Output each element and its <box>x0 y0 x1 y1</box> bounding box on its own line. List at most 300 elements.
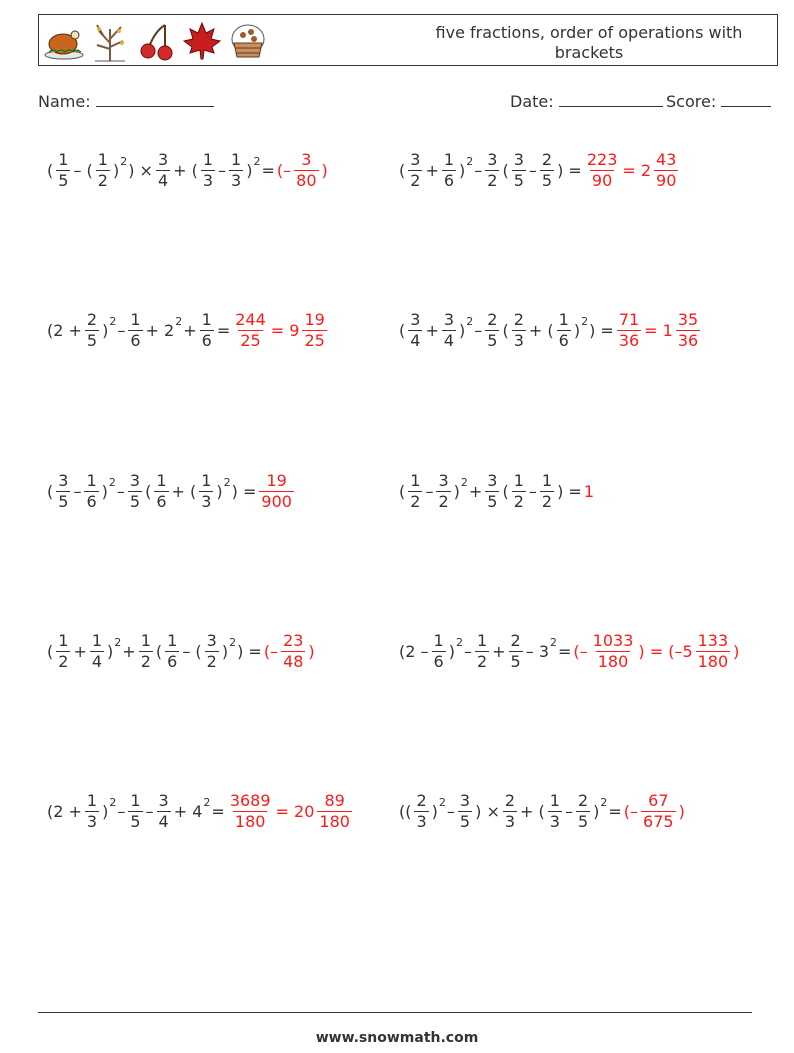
footer-divider <box>38 1012 752 1013</box>
problem-2 <box>398 140 680 200</box>
fraction <box>512 471 526 512</box>
operator-text: ) <box>573 320 581 340</box>
denominator: 80 <box>296 170 317 190</box>
exponent: 2 <box>109 314 117 328</box>
fraction <box>408 150 422 191</box>
operator-text: = <box>608 801 622 821</box>
numerator: 2 <box>513 309 524 329</box>
fraction <box>540 150 554 191</box>
denominator: 2 <box>476 651 488 671</box>
numerator: 35 <box>677 309 699 329</box>
answer-fraction <box>696 631 731 672</box>
denominator: 36 <box>677 330 699 350</box>
answer-operator-text: ) <box>733 641 740 661</box>
score-field[interactable] <box>666 92 771 111</box>
answer-operator-text: (– <box>276 160 292 180</box>
numerator: 1033 <box>592 630 634 650</box>
denominator: 25 <box>240 330 261 350</box>
numerator: 3 <box>158 790 169 810</box>
answer-fraction <box>281 631 305 672</box>
numerator: 2 <box>487 309 498 329</box>
numerator: 2 <box>577 790 589 810</box>
exponent: 2 <box>120 154 128 168</box>
exponent: 2 <box>460 475 468 489</box>
operator-text: ) <box>216 481 223 501</box>
numerator: 1 <box>433 630 444 650</box>
operator-text: ) <box>453 481 460 501</box>
operator-text: = <box>211 801 225 821</box>
fraction <box>96 150 110 191</box>
denominator: 3 <box>513 330 524 350</box>
date-blank[interactable] <box>559 92 663 107</box>
denominator: 5 <box>487 491 498 511</box>
answer-operator-text: ) = (–5 <box>638 641 693 661</box>
numerator: 23 <box>283 630 304 650</box>
name-blank[interactable] <box>96 92 214 107</box>
operator-text: = <box>261 160 275 180</box>
operator-text: + <box>425 320 439 340</box>
operator-text: – <box>145 801 154 821</box>
operator-text: ) <box>112 160 120 180</box>
fraction <box>540 471 554 512</box>
operator-text: ) = <box>557 481 582 501</box>
answer-fraction <box>585 150 620 191</box>
maple-leaf-icon <box>181 19 223 63</box>
numerator: 133 <box>697 630 729 650</box>
numerator: 1 <box>231 149 242 169</box>
denominator: 2 <box>438 491 449 511</box>
exponent: 2 <box>581 314 589 328</box>
score-blank[interactable] <box>721 92 771 107</box>
fraction <box>90 631 104 672</box>
problem-6 <box>398 461 595 521</box>
exponent: 2 <box>114 635 122 649</box>
operator-text: – <box>116 481 125 501</box>
fraction <box>128 471 142 512</box>
denominator: 3 <box>416 811 427 831</box>
numerator: 1 <box>58 630 69 650</box>
operator-text: – <box>117 801 126 821</box>
numerator: 1 <box>130 790 141 810</box>
operator-text: + 2 <box>145 320 175 340</box>
answer-operator-text: (– <box>573 641 588 661</box>
numerator: 1 <box>58 149 69 169</box>
numerator: 1 <box>156 470 167 490</box>
operator-text: – <box>564 801 573 821</box>
answer-fraction <box>259 471 294 512</box>
roast-turkey-icon <box>43 19 85 63</box>
numerator: 3 <box>301 149 312 169</box>
denominator: 180 <box>319 811 350 831</box>
denominator: 2 <box>58 651 69 671</box>
fraction <box>199 471 213 512</box>
denominator: 5 <box>86 330 98 350</box>
operator-text: ) <box>246 160 253 180</box>
operator-text: ) <box>448 641 455 661</box>
answer-operator-text: ) <box>678 801 685 821</box>
operator-text: + <box>122 641 136 661</box>
operator-text: + ( <box>173 160 198 180</box>
fraction <box>475 631 489 672</box>
operator-text: – <box>528 160 537 180</box>
denominator: 2 <box>97 170 108 190</box>
problem-4 <box>398 300 702 360</box>
exponent: 2 <box>108 475 116 489</box>
numerator: 3 <box>513 149 524 169</box>
numerator: 1 <box>167 630 178 650</box>
fraction <box>509 631 523 672</box>
operator-text: – <box>117 320 126 340</box>
denominator: 180 <box>234 811 266 831</box>
fraction <box>128 310 142 351</box>
operator-text: ( <box>399 320 406 340</box>
fraction <box>165 631 179 672</box>
answer-fraction <box>617 310 641 351</box>
exponent: 2 <box>455 635 463 649</box>
answer-operator-text: = 9 <box>270 320 300 340</box>
operator-text: + ( <box>528 320 554 340</box>
icon-strip <box>43 19 269 63</box>
operator-text: + <box>73 641 87 661</box>
denominator: 5 <box>130 811 141 831</box>
operator-text: – <box>528 481 537 501</box>
numerator: 3 <box>487 149 498 169</box>
denominator: 6 <box>433 651 444 671</box>
operator-text: ( <box>502 160 509 180</box>
operator-text: + <box>183 320 197 340</box>
operator-text: ) <box>593 801 600 821</box>
denominator: 5 <box>58 170 69 190</box>
operator-text: ) = <box>589 320 614 340</box>
numerator: 3 <box>487 470 498 490</box>
fraction <box>84 471 98 512</box>
operator-text: – <box>425 481 434 501</box>
fraction <box>201 150 215 191</box>
operator-text: (2 – <box>399 641 429 661</box>
operator-text: (( <box>399 801 412 821</box>
operator-text: ) × <box>475 801 500 821</box>
numerator: 43 <box>656 149 677 169</box>
operator-text: – 3 <box>525 641 549 661</box>
fraction <box>485 150 499 191</box>
answer-operator-text: 1 <box>583 481 595 501</box>
fraction <box>442 150 456 191</box>
numerator: 3 <box>206 630 217 650</box>
numerator: 2 <box>86 309 98 329</box>
exponent: 2 <box>229 635 237 649</box>
operator-text: + 4 <box>173 801 203 821</box>
fraction <box>557 310 571 351</box>
numerator: 89 <box>324 790 345 810</box>
answer-fraction <box>233 310 268 351</box>
numerator: 1 <box>410 470 421 490</box>
denominator: 2 <box>513 491 524 511</box>
numerator: 1 <box>86 470 97 490</box>
denominator: 180 <box>697 651 729 671</box>
numerator: 1 <box>130 309 141 329</box>
answer-fraction <box>641 791 676 832</box>
denominator: 4 <box>158 811 169 831</box>
denominator: 900 <box>261 491 292 511</box>
numerator: 1 <box>202 149 214 169</box>
worksheet-title: five fractions, order of operations with brackets <box>435 23 743 62</box>
date-label: Date: <box>510 92 554 111</box>
denominator: 2 <box>140 651 151 671</box>
fraction <box>56 631 70 672</box>
problem-9 <box>46 781 354 841</box>
numerator: 3 <box>443 309 455 329</box>
denominator: 4 <box>410 330 421 350</box>
operator-text: (2 + <box>47 801 82 821</box>
fraction <box>229 150 243 191</box>
exponent: 2 <box>109 795 117 809</box>
numerator: 2 <box>541 149 553 169</box>
denominator: 2 <box>541 491 553 511</box>
operator-text: ) <box>459 160 466 180</box>
numerator: 71 <box>618 309 640 329</box>
denominator: 5 <box>541 170 553 190</box>
denominator: 3 <box>202 170 214 190</box>
numerator: 244 <box>235 309 266 329</box>
denominator: 6 <box>201 330 212 350</box>
answer-operator-text: ) <box>308 641 315 661</box>
answer-fraction <box>591 631 636 672</box>
answer-operator-text: = 2 <box>622 160 652 180</box>
operator-text: ) = <box>557 160 582 180</box>
denominator: 3 <box>504 811 516 831</box>
operator-text: + ( <box>520 801 545 821</box>
denominator: 3 <box>86 811 98 831</box>
operator-text: ) <box>102 801 109 821</box>
operator-text: ) × <box>128 160 153 180</box>
fraction <box>512 310 526 351</box>
operator-text: ( <box>502 481 509 501</box>
operator-text: ( <box>47 481 54 501</box>
fraction <box>56 150 70 191</box>
answer-operator-text: (– <box>623 801 639 821</box>
answer-fraction <box>294 150 318 191</box>
exponent: 2 <box>600 795 608 809</box>
fraction <box>576 791 590 832</box>
operator-text: ( <box>155 641 163 661</box>
numerator: 1 <box>97 149 108 169</box>
denominator: 5 <box>459 811 471 831</box>
operator-text: ) <box>459 320 466 340</box>
denominator: 5 <box>129 491 141 511</box>
answer-fraction <box>317 791 352 832</box>
fraction <box>548 791 562 832</box>
fraction <box>458 791 472 832</box>
exponent: 2 <box>466 154 474 168</box>
fraction <box>154 471 168 512</box>
operator-text: (2 + <box>47 320 82 340</box>
denominator: 6 <box>443 170 455 190</box>
problem-7 <box>46 621 316 681</box>
denominator: 6 <box>167 651 178 671</box>
problem-5 <box>46 461 296 521</box>
header-box <box>38 14 778 66</box>
answer-fraction <box>302 310 326 351</box>
answer-operator-text: (– <box>263 641 279 661</box>
denominator: 2 <box>410 170 421 190</box>
operator-text: ) <box>101 481 108 501</box>
denominator: 48 <box>283 651 304 671</box>
denominator: 25 <box>304 330 325 350</box>
denominator: 90 <box>656 170 677 190</box>
numerator: 19 <box>304 309 325 329</box>
operator-text: = <box>216 320 231 340</box>
operator-text: ( <box>47 160 54 180</box>
problem-8 <box>398 621 740 681</box>
denominator: 36 <box>618 330 640 350</box>
fraction <box>408 310 422 351</box>
denominator: 5 <box>577 811 589 831</box>
operator-text: ) <box>107 641 114 661</box>
numerator: 223 <box>586 149 618 169</box>
numerator: 1 <box>201 309 212 329</box>
denominator: 3 <box>231 170 242 190</box>
answer-operator-text: = 1 <box>644 320 673 340</box>
denominator: 5 <box>487 330 498 350</box>
fraction <box>200 310 214 351</box>
name-field[interactable] <box>38 92 214 111</box>
operator-text: – <box>474 320 483 340</box>
numerator: 3 <box>459 790 471 810</box>
fraction <box>414 791 428 832</box>
operator-text: ( <box>502 320 509 340</box>
answer-fraction <box>228 791 273 832</box>
operator-text: + <box>492 641 506 661</box>
denominator: 2 <box>206 651 217 671</box>
exponent: 2 <box>223 475 231 489</box>
denominator: 4 <box>443 330 455 350</box>
problem-3 <box>46 300 329 360</box>
denominator: 6 <box>130 330 141 350</box>
operator-text: ) <box>431 801 438 821</box>
fraction <box>139 631 153 672</box>
operator-text: – <box>73 481 82 501</box>
footer-site: www.snowmath.com <box>315 1030 479 1046</box>
numerator: 1 <box>86 790 98 810</box>
numerator: 3 <box>58 470 69 490</box>
operator-text: ) = <box>231 481 257 501</box>
exponent: 2 <box>203 795 211 809</box>
answer-operator-text: ) <box>321 160 328 180</box>
operator-text: – <box>218 160 227 180</box>
fraction <box>432 631 446 672</box>
date-field[interactable] <box>510 92 663 111</box>
denominator: 6 <box>156 491 167 511</box>
fraction <box>503 791 517 832</box>
operator-text: – <box>446 801 455 821</box>
numerator: 1 <box>443 149 455 169</box>
denominator: 180 <box>597 651 629 671</box>
cherries-icon <box>135 19 177 63</box>
fraction <box>157 791 171 832</box>
fraction <box>512 150 526 191</box>
answer-fraction <box>676 310 700 351</box>
numerator: 67 <box>648 790 669 810</box>
operator-text: ) = <box>237 641 262 661</box>
numerator: 3 <box>410 309 421 329</box>
exponent: 2 <box>253 154 261 168</box>
denominator: 4 <box>91 651 103 671</box>
fraction <box>128 791 142 832</box>
operator-text: ) <box>102 320 109 340</box>
fraction <box>56 471 70 512</box>
operator-text: + <box>468 481 483 501</box>
numerator: 1 <box>201 470 212 490</box>
operator-text: + ( <box>171 481 197 501</box>
operator-text: ( <box>145 481 152 501</box>
operator-text: = <box>558 641 572 661</box>
operator-text: – <box>463 641 472 661</box>
operator-text: ) <box>221 641 229 661</box>
operator-text: – ( <box>182 641 202 661</box>
operator-text: – <box>474 160 483 180</box>
exponent: 2 <box>175 314 183 328</box>
numerator: 1 <box>558 309 569 329</box>
exponent: 2 <box>550 635 557 649</box>
numerator: 1 <box>541 470 553 490</box>
denominator: 3 <box>549 811 560 831</box>
fraction <box>436 471 450 512</box>
operator-text: + <box>425 160 439 180</box>
numerator: 1 <box>549 790 560 810</box>
operator-text: ( <box>399 481 406 501</box>
fraction <box>205 631 219 672</box>
numerator: 1 <box>513 470 524 490</box>
answer-operator-text: = 20 <box>275 801 315 821</box>
denominator: 675 <box>643 811 674 831</box>
denominator: 6 <box>86 491 97 511</box>
fraction <box>156 150 170 191</box>
exponent: 2 <box>438 795 446 809</box>
problem-1 <box>46 140 329 200</box>
fraction <box>485 471 499 512</box>
fraction <box>408 471 422 512</box>
numerator: 3689 <box>229 790 271 810</box>
fraction <box>442 310 456 351</box>
score-label: Score: <box>666 92 717 111</box>
fraction <box>485 310 499 351</box>
problem-10 <box>398 781 686 841</box>
denominator: 5 <box>58 491 69 511</box>
numerator: 3 <box>438 470 449 490</box>
numerator: 3 <box>157 149 169 169</box>
numerator: 2 <box>504 790 516 810</box>
denominator: 6 <box>558 330 569 350</box>
numerator: 19 <box>266 470 287 490</box>
pie-basket-icon <box>227 19 269 63</box>
operator-text: ( <box>47 641 54 661</box>
denominator: 2 <box>487 170 498 190</box>
operator-text: ( <box>399 160 406 180</box>
operator-text: – ( <box>73 160 93 180</box>
denominator: 2 <box>410 491 421 511</box>
denominator: 4 <box>157 170 169 190</box>
numerator: 1 <box>91 630 103 650</box>
denominator: 5 <box>510 651 521 671</box>
fraction <box>85 791 99 832</box>
bare-tree-icon <box>89 19 131 63</box>
denominator: 3 <box>201 491 212 511</box>
numerator: 2 <box>510 630 521 650</box>
numerator: 1 <box>140 630 151 650</box>
answer-fraction <box>654 150 678 191</box>
numerator: 1 <box>476 630 488 650</box>
numerator: 3 <box>410 149 421 169</box>
